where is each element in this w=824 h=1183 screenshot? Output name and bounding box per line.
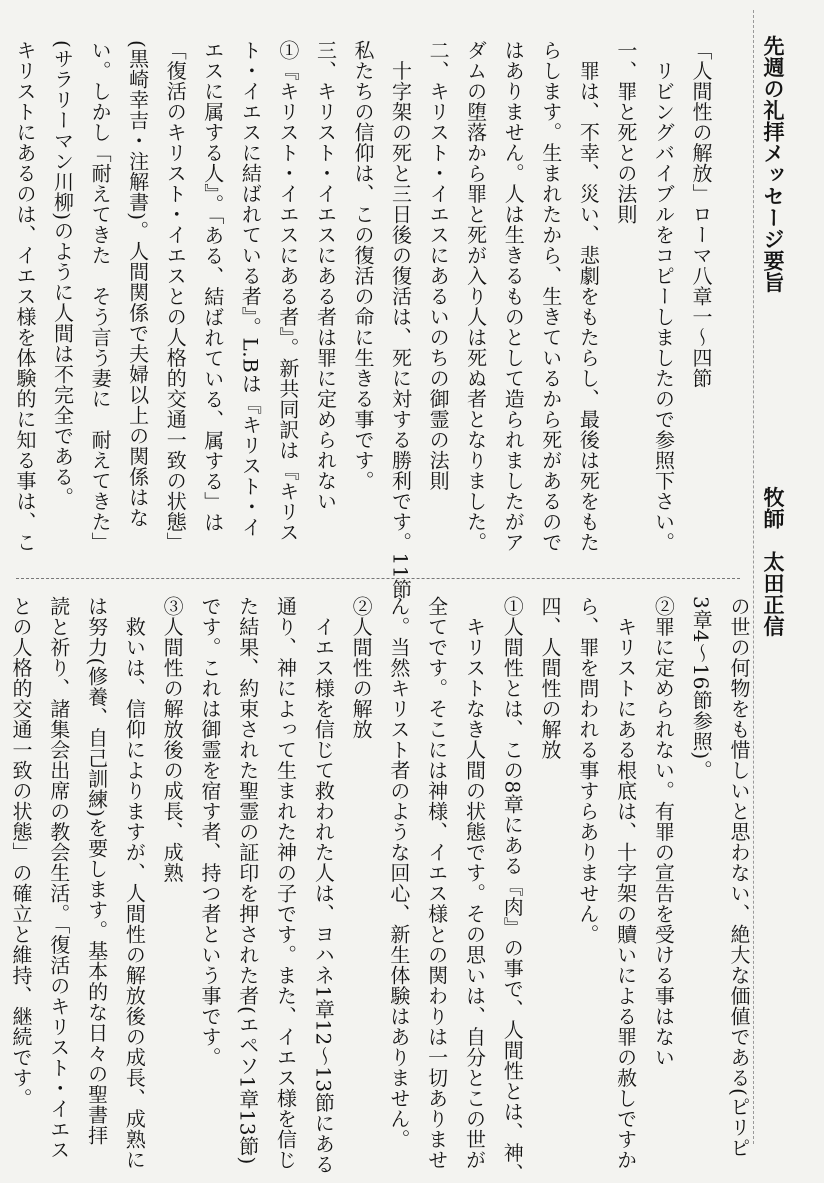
text-line: ダムの堕落から罪と死が入り人は死ぬ者となりました。 [463,40,488,553]
message-title [722,4,824,638]
text-line: 罪は、不幸、災い、悲劇をもたらし、最後は死をもた [576,40,601,553]
text-line: との人格的交通一致の状態」の確立と維持、継続です。 [9,596,33,1109]
text-line: はありません。人は生きるものとして造られましたがア [501,40,526,553]
text-line: です。これは御霊を宿す者、持つ者という事です。 [197,596,222,1068]
text-line: 全てです。そこには神様、イエス様との関わりは一切ありませ [424,596,449,1170]
spacer [761,293,786,487]
text-line: 十字架の死と三日後の復活は、死に対する勝利です。11節 [388,40,413,600]
text-line: (サラリーマン川柳)のように人間は不完全である。 [50,40,75,508]
section-heading: ②人間性の解放 [349,596,374,740]
text-line: ①『キリスト・イエスにある者』。新共同訳は『キリス [275,40,300,543]
section-heading: 一、罪と死との法則 [613,40,638,225]
text-line: 通り、神によって生まれた神の子です。また、イエス様を信じ [273,596,298,1170]
text-line: ら、罪を問われる事すらありません。 [575,596,600,945]
text-line: の世の何物をも惜しいと思わない、絶大な価値である(ピリピ [727,596,751,1158]
text-line: イエス様を信じて救われた人は、ヨハネ1章12～13節にある [311,596,336,1175]
text-line: キリストにある根底は、十字架の贖いによる罪の赦しですか [613,596,638,1170]
text-line: 「人間性の解放」ローマ八章一～四節 [689,40,713,389]
text-line: (黒崎幸吉・注解書)。人間関係で夫婦以上の関係はな [125,40,150,529]
text-line: い。しかし「耐えてきた そう言う妻に 耐えてきた」 [88,40,113,553]
text-line: 救いは、信仰によりますが、人間性の解放後の成長、成熟に [122,596,147,1170]
section-divider [16,578,740,579]
text-line: エスに属する人』。「ある、結ばれている、属する」は [200,40,225,533]
text-line: 「復活のキリスト・イエスとの人格的交通一致の状態」 [163,40,188,553]
text-line: キリストなき人間の状態です。その思いは、自分とこの世が [462,596,487,1170]
section-heading: 三、キリスト・イエスにある者は罪に定められない [313,40,338,512]
text-line: は努力(修養、自己訓練)を要します。基本的な日々の聖書拝 [84,596,109,1146]
text-line: 読と祈り、諸集会出席の教会生活。「復活のキリスト・イエス [46,596,71,1160]
heading: 先週の礼拝メッセージ要旨 [761,35,786,294]
text-line: ん。当然キリスト者のような回心、新生体験はありません。 [386,596,411,1150]
section-heading: 四、人間性の解放 [538,596,563,760]
author: 牧師 太田正信 [761,486,786,638]
section-heading: ③人間性の解放後の成長、成熟 [160,596,185,883]
text-line: らします。生まれたから、生きているから死があるので [538,40,563,553]
text-line: ト・イエスに結ばれている者』。L.Bは『キリスト・イ [238,40,263,538]
text-line: ②罪に定められない。有罪の宣告を受ける事はない [651,596,676,1068]
section-heading: 二、キリスト・イエスにあるいのちの御霊の法則 [426,40,451,491]
text-line: 私たちの信仰は、この復活の命に生きる事です。 [351,40,375,491]
text-line: 3章4～16節参照)。 [689,596,714,781]
text-line: ①人間性とは、この8章にある『肉』の事で、人間性とは、神、 [500,596,525,1183]
text-line: リビングバイブルをコピーしましたので参照下さい。 [651,40,676,553]
text-line: た結果、約束された聖霊の証印を押された者(エペソ1章13節) [235,596,260,1165]
text-line: キリストにあるのは、イエス様を体験的に知る事は、こ [13,40,37,553]
